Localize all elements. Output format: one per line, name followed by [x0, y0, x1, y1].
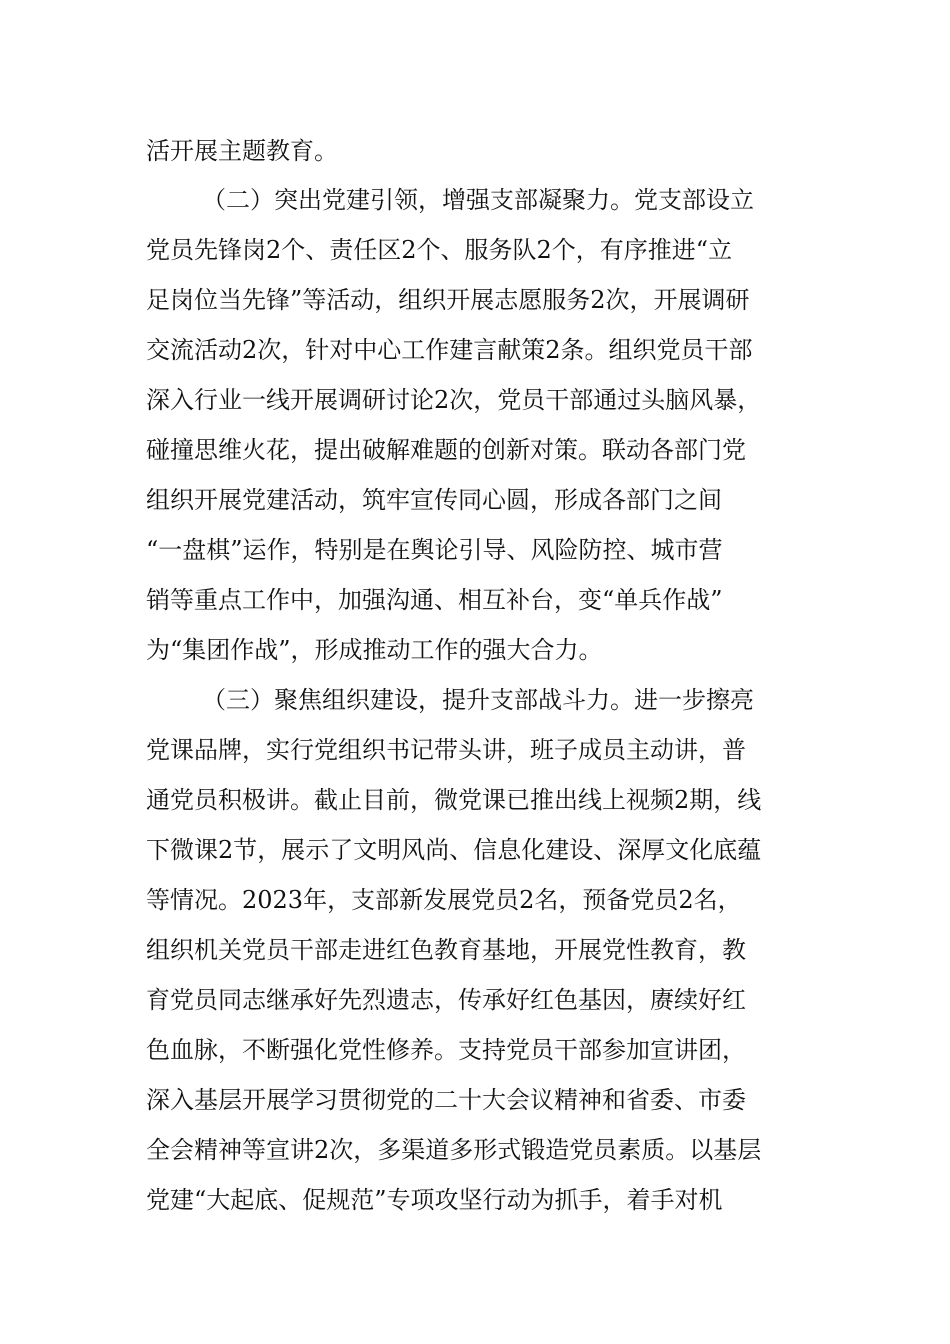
text-line	[0, 680, 950, 720]
line-text: 销等重点工作中，加强沟通、相互补台，变“单兵作战”	[146, 586, 723, 614]
text-line	[0, 280, 950, 320]
text-line	[0, 830, 950, 870]
line-text: “一盘棋”运作，特别是在舆论引导、风险防控、城市营	[146, 536, 723, 564]
text-line	[0, 1180, 950, 1220]
line-text: 组织机关党员干部走进红色教育基地，开展党性教育，教	[146, 936, 746, 964]
text-line	[0, 530, 950, 570]
text-line	[0, 1030, 950, 1070]
text-line	[0, 330, 950, 370]
line-text: 色血脉，不断强化党性修养。支持党员干部参加宣讲团，	[146, 1036, 746, 1064]
line-text: 足岗位当先锋”等活动，组织开展志愿服务2次，开展调研	[146, 286, 750, 314]
text-line	[0, 780, 950, 820]
text-line	[0, 380, 950, 420]
text-line	[0, 480, 950, 520]
line-text: 深入行业一线开展调研讨论2次，党员干部通过头脑风暴，	[146, 386, 762, 414]
line-text: 通党员积极讲。截止目前，微党课已推出线上视频2期，线	[146, 786, 762, 814]
line-text: 下微课2节，展示了文明风尚、信息化建设、深厚文化底蕴	[146, 836, 762, 864]
line-text: 育党员同志继承好先烈遗志，传承好红色基因，赓续好红	[146, 986, 746, 1014]
text-line	[0, 1130, 950, 1170]
line-text: 党员先锋岗2个、责任区2个、服务队2个，有序推进“立	[146, 236, 733, 264]
text-line	[0, 730, 950, 770]
text-line	[0, 430, 950, 470]
line-text: 碰撞思维火花，提出破解难题的创新对策。联动各部门党	[146, 436, 746, 464]
line-text: （二）突出党建引领，增强支部凝聚力。党支部设立	[202, 186, 754, 214]
text-line	[0, 230, 950, 270]
text-line	[0, 131, 950, 171]
line-text: 为“集团作战”，形成推动工作的强大合力。	[146, 636, 603, 664]
text-line	[0, 930, 950, 970]
text-line	[0, 980, 950, 1020]
text-line	[0, 880, 950, 920]
line-text: （三）聚焦组织建设，提升支部战斗力。进一步擦亮	[202, 686, 754, 714]
line-text: 等情况。2023年，支部新发展党员2名，预备党员2名，	[146, 886, 742, 914]
line-text: 交流活动2次，针对中心工作建言献策2条。组织党员干部	[146, 336, 753, 364]
text-line	[0, 580, 950, 620]
line-text: 活开展主题教育。	[146, 137, 338, 165]
text-line	[0, 630, 950, 670]
line-text: 党课品牌，实行党组织书记带头讲，班子成员主动讲，普	[146, 736, 746, 764]
text-line	[0, 1080, 950, 1120]
text-line	[0, 180, 950, 220]
line-text: 组织开展党建活动，筑牢宣传同心圆，形成各部门之间	[146, 486, 722, 514]
line-text: 深入基层开展学习贯彻党的二十大会议精神和省委、市委	[146, 1086, 746, 1114]
line-text: 党建“大起底、促规范”专项攻坚行动为抓手，着手对机	[146, 1186, 723, 1214]
line-text: 全会精神等宣讲2次，多渠道多形式锻造党员素质。以基层	[146, 1136, 762, 1164]
